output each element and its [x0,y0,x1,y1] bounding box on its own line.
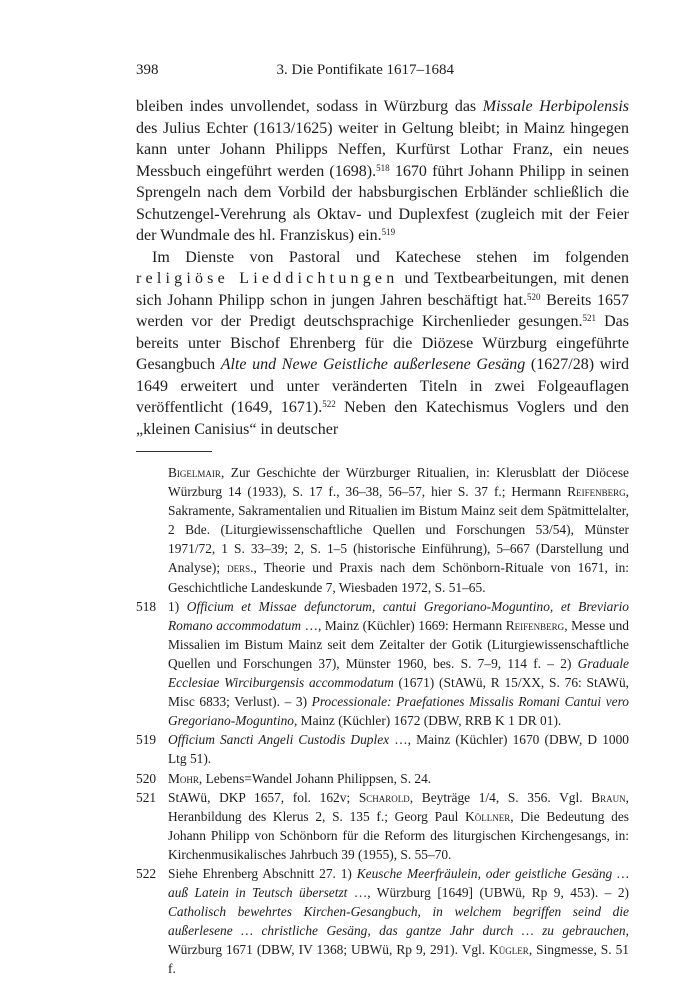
footnote-number: 520 [136,770,157,786]
text-run: 1) [168,598,187,614]
text-run: , Heranbildung des Klerus 2, S. 135 f.; Georg Paul [168,789,629,824]
text-run: , Singmesse, S. 51 f. [168,942,629,977]
text-run: , Würzburg 1671 (DBW, IV 1368; UBWü, Rp 9, 291). Vgl. [168,923,629,958]
author-name: Braun [591,789,626,805]
author-name: Mohr [168,770,199,786]
italic-title: Officium Sancti Angeli Custodis Duplex [168,732,390,748]
italic-title: Processionale: Praefationes Missalis Romani Cantui vero Gregoriano-Moguntino [168,694,629,729]
footnote-520 [136,769,629,788]
author-name: Reifenberg [505,617,565,633]
footnote-519 [136,730,629,768]
footnote-number: 522 [136,865,157,881]
text-run: bleiben indes unvollendet, sodass in Würzburg das [136,98,483,115]
text-run: 1670 führt Johann Philipp in seinen Sprengeln nach dem Vorbild der habsburgischen Erbländer schließlich die Schutzengel-Verehrung als Oktav- und Duplexfest (zugleich mit der Feier der Wundmale des hl. Franziskus) ein. [136,162,630,244]
text-run: , Beyträge 1/4, S. 356. Vgl. [409,789,592,805]
spaced-term: religiöse Lieddichtungen [136,270,399,287]
author-name: Kügler [489,942,529,958]
text-run: Das bereits unter Bischof Ehrenberg für die Diözese Würzburg eingeführte Gesangbuch [136,313,629,373]
book-page [136,62,629,979]
text-run: und Textbearbeitungen, mit denen sich Johann Philipp schon in jungen Jahren beschäftigt hat. [136,270,630,309]
text-run: , Messe und Missalien im Bistum Mainz seit dem Zeitalter der Gotik (Liturgiewissenschaftliche Quellen und Forschungen 37), Münster 1960, bes. S. 7–9, 114 f. – 2) [168,617,629,671]
italic-title: Officium et Missae defunctorum, cantui Gregoriano-Moguntino, et Breviario Romano accommodatum [168,598,629,633]
text-run: Neben den Katechismus Voglers und den „kleinen Canisius“ in deutscher [136,399,630,438]
footnote-number: 519 [136,732,157,748]
footnote-ref: 521 [582,313,596,323]
footnote-separator [136,451,212,452]
author-name: Bigelmair [168,465,221,480]
footnote-518 [136,597,629,731]
text-run: …, Würzburg [1649] (UBWü, Rp 9, 453). – 2) [347,885,629,901]
footnote-number: 521 [136,789,157,805]
text-run: des Julius Echter (1613/1625) weiter in Geltung bleibt; in Mainz hingegen kann unter Johann Philipps Neffen, Kurfürst Lothar Franz, ein neues Messbuch eingeführt werden (1698). [136,119,629,180]
text-run: , Mainz (Küchler) 1672 (DBW, RRB K 1 DR 01). [293,713,562,729]
text-run: (1627/28) wird 1649 erweitert und unter veränderten Titeln in zwei Folgeauflagen veröffentlicht (1649, 1671). [136,356,629,416]
text-run: Im Dienste von Pastoral und Katechese stehen im folgenden [152,248,629,266]
text-run: Siehe Ehrenberg Abschnitt 27. 1) [168,865,357,881]
text-run: (1671) (StAWü, R 15/XX, S. 76: StAWü, Misc 6833; Verlust). – 3) [168,675,629,710]
footnote-number: 518 [136,598,157,614]
text-run: , Zur Geschichte der Würzburger Ritualien, in: Klerusblatt der Diöcese Würzburg 14 (1933), S. 17 f., 36–38, 56–57, hier S. 37 f.; Hermann [168,465,629,500]
italic-title: Missale Herbipolensis [482,98,629,115]
footnote-521 [136,788,629,864]
footnote-ref: 522 [322,399,336,409]
text-run: , Sakramente, Sakramentalien und Ritualien im Bistum Mainz seit dem Spätmittelalter, 2 Bde. (Liturgiewissenschaftliche Quellen und Forschungen 53/54), Münster 1971/72, 1 S. 33–39; 2, S. 1–5 (historische Einführung), 5–667 (Darstellung und Analyse); [168,484,629,576]
paragraph-2 [136,247,629,441]
text-run: , Lebens=Wandel Johann Philippsen, S. 24. [198,770,432,786]
page-number: 398 [136,62,159,78]
text-run: StAWü, DKP 1657, fol. 162v; [168,789,359,805]
author-name: Reifenberg [567,484,626,500]
text-run: , Theorie und Praxis nach dem Schönborn-Rituale von 1671, in: Geschichtliche Landeskunde 7, Wiesbaden 1972, S. 51–65. [168,560,629,595]
author-name: ders. [227,560,254,576]
italic-title: Keusche Meerfräulein, oder geistliche Gesäng … auß Latein in Teutsch übersetzt [168,865,629,901]
footnotes [136,463,629,979]
page-header [136,62,629,82]
text-run: Bereits 1657 werden vor der Predigt deutschsprachige Kirchenlieder gesungen. [136,291,629,330]
text-run: …, Mainz (Küchler) 1669: Hermann [301,617,506,633]
footnote-522 [136,864,629,979]
footnote-ref: 519 [381,227,396,237]
author-name: Köllner [465,808,511,824]
italic-title: Catholisch bewehrtes Kirchen-Gesangbuch, in welchem begriffen seind die außerlesene … christliche Gesäng, das gantze Jahr durch … zu gebrauchen [168,904,629,939]
paragraph-1 [136,96,629,247]
text-run: …, Mainz (Küchler) 1670 (DBW, D 1000 Ltg 51). [168,732,629,767]
author-name: Scharold [358,789,410,805]
footnote-continuation [136,463,629,597]
main-text [136,96,629,440]
italic-title: Graduale Ecclesiae Wirciburgensis accommodatum [168,655,629,691]
text-run: , Die Bedeutung des Johann Philipp von Schönborn für die Reform des liturgischen Kirchengesangs, in: Kirchenmusikalisches Jahrbuch 39 (1955), S. 55–70. [168,808,629,862]
footnote-ref: 520 [526,291,541,302]
running-title: 3. Die Pontifikate 1617–1684 [276,62,454,78]
italic-title: Alte und Newe Geistliche außerlesene Gesäng [220,356,526,373]
footnote-ref: 518 [376,162,390,173]
